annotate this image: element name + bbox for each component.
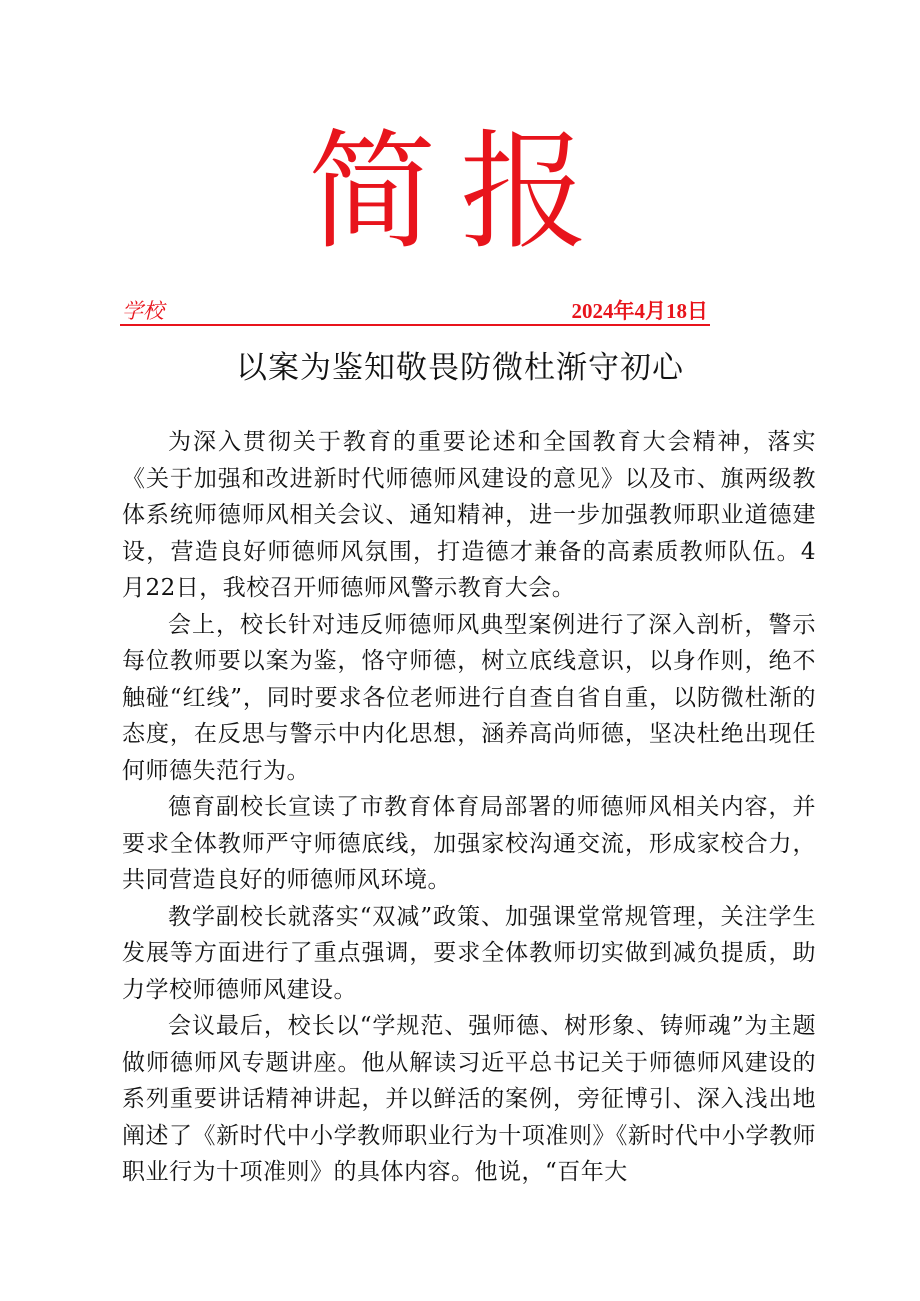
article-body [122, 424, 816, 1191]
paragraph: 德育副校长宣读了市教育体育局部署的师德师风相关内容，并要求全体教师严守师德底线，加强家校沟通交流，形成家校合力，共同营造良好的师德师风环境。 [122, 794, 816, 893]
paragraph: 会议最后，校长以“学规范、强师德、树形象、铸师魂”为主题做师德师风专题讲座。他从解读习近平总书记关于师德师风建设的系列重要讲话精神讲起，并以鲜活的案例，旁征博引、深入浅出地阐述了《新时代中小学教师职业行为十项准则》《新时代中小学教师职业行为十项准则》的具体内容。他说，“百年大 [122, 1013, 816, 1185]
paragraph: 会上，校长针对违反师德师风典型案例进行了深入剖析，警示每位教师要以案为鉴，恪守师德，树立底线意识，以身作则，绝不触碰“红线”，同时要求各位老师进行自查自省自重，以防微杜渐的态度，在反思与警示中内化思想，涵养高尚师德，坚决杜绝出现任何师德失范行为。 [122, 611, 816, 784]
paragraph: 教学副校长就落实“双减”政策、加强课堂常规管理，关注学生发展等方面进行了重点强调，要求全体教师切实做到减负提质，助力学校师德师风建设。 [122, 903, 816, 1003]
masthead-meta-row [120, 296, 710, 326]
masthead-title: 简报 [307, 118, 612, 267]
issue-date: 2024年4月18日 [571, 299, 708, 323]
school-name: 学校 [122, 299, 164, 323]
paragraph: 为深入贯彻关于教育的重要论述和全国教育大会精神，落实《关于加强和改进新时代师德师风建设的意见》以及市、旗两级教体系统师德师风相关会议、通知精神，进一步加强教师职业道德建设，营造良好师德师风氛围，打造德才兼备的高素质教师队伍。4月22日，我校召开师德师风警示教育大会。 [122, 429, 816, 601]
article-headline: 以案为鉴知敬畏防微杜渐守初心 [236, 350, 684, 386]
